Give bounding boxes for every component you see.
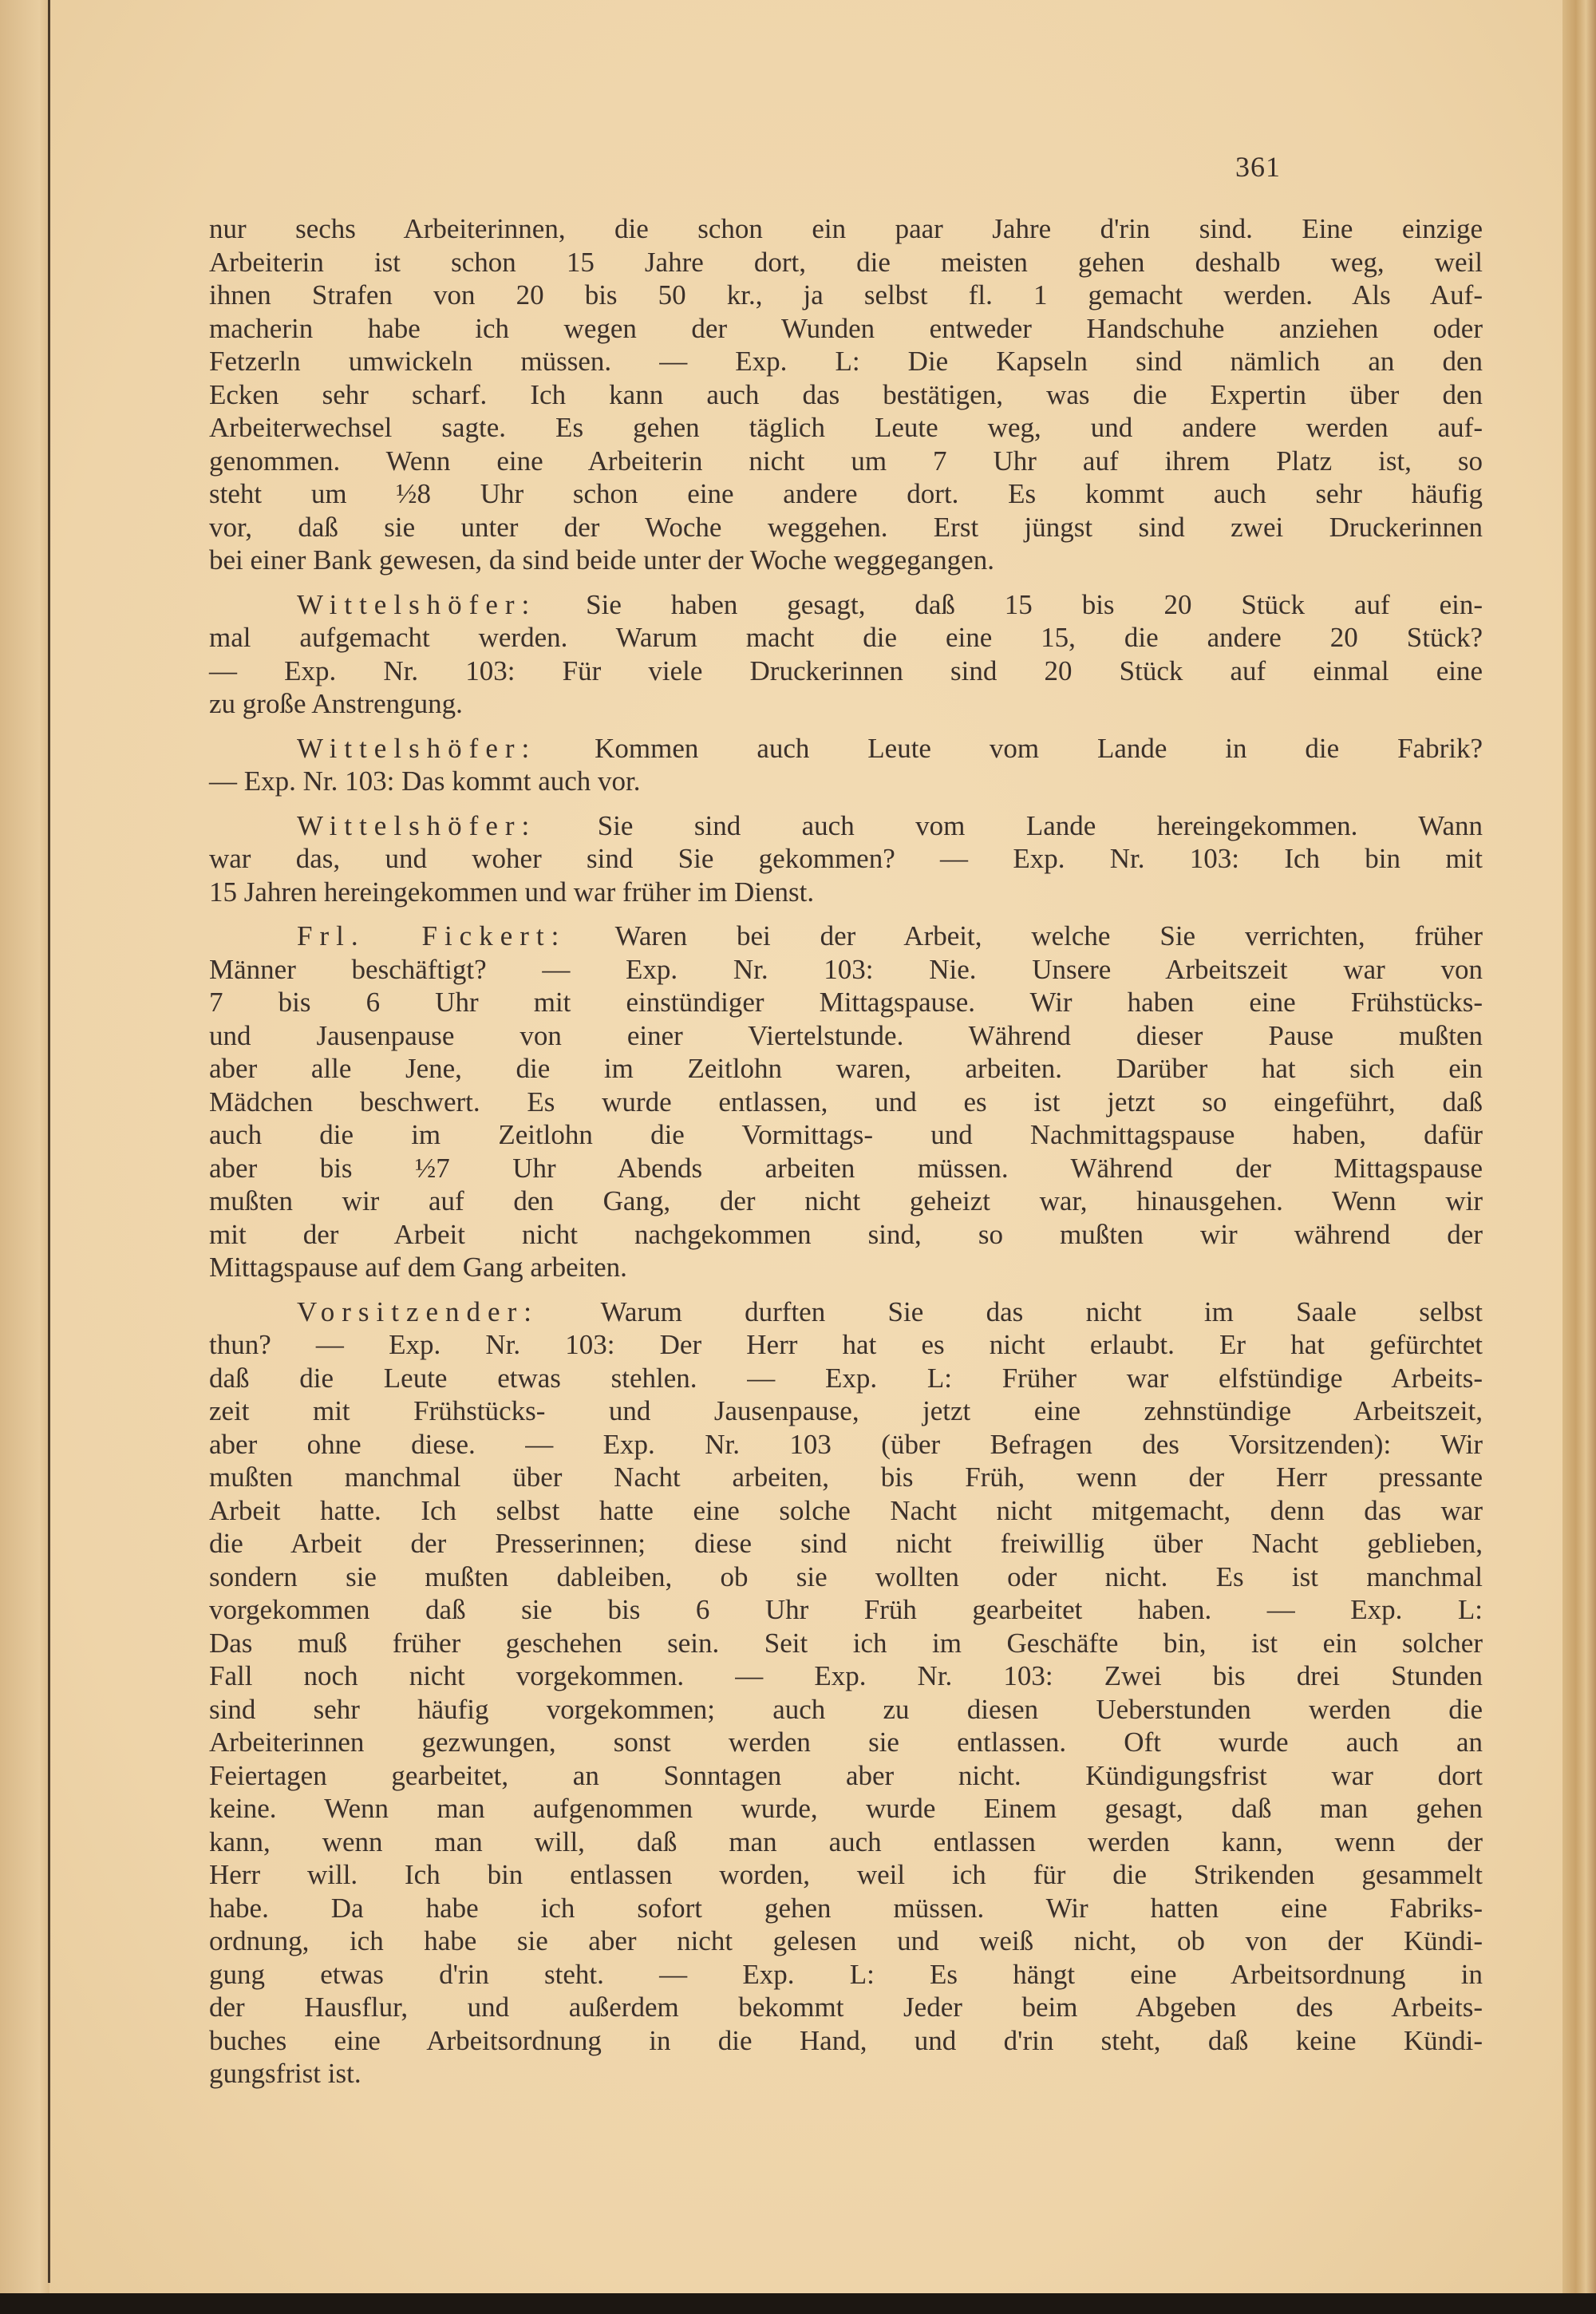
text-line — [209, 1428, 1483, 1462]
text-line — [209, 2024, 1483, 2058]
text-line — [209, 1726, 1483, 1759]
text-line — [209, 621, 1483, 655]
line-text: Männer beschäftigt? — Exp. Nr. 103: Nie. Unsere Arbeitszeit war von — [209, 953, 1483, 985]
line-text: Arbeiterinnen gezwungen, sonst werden sie entlassen. Oft wurde auch an — [209, 1727, 1483, 1758]
text-line — [209, 1218, 1483, 1252]
text-line — [209, 1118, 1483, 1152]
text-line — [209, 1659, 1483, 1693]
line-text: genommen. Wenn eine Arbeiterin nicht um 7 Uhr auf ihrem Platz ist, so — [209, 445, 1483, 477]
text-line — [209, 1593, 1483, 1627]
text-line — [209, 378, 1483, 412]
scan-bottom-edge — [0, 2293, 1596, 2314]
line-text: zeit mit Frühstücks- und Jausenpause, jetzt eine zehnstündige Arbeitszeit, — [209, 1395, 1483, 1426]
line-text: und Jausenpause von einer Viertelstunde. Während dieser Pause mußten — [209, 1019, 1483, 1051]
line-text: daß die Leute etwas stehlen. — Exp. L: Früher war elfstündige Arbeits- — [209, 1362, 1483, 1394]
line-text: aber bis ½7 Uhr Abends arbeiten müssen. Während der Mittagspause — [209, 1152, 1483, 1184]
line-text: ordnung, ich habe sie aber nicht gelesen und weiß nicht, ob von der Kündi- — [209, 1925, 1483, 1956]
text-line — [209, 511, 1483, 544]
text-line — [209, 732, 1483, 765]
line-text: kann, wenn man will, daß man auch entlassen werden kann, wenn der — [209, 1825, 1483, 1857]
speaker-name: Frl. Fickert: — [297, 920, 567, 951]
line-text: vorgekommen daß sie bis 6 Uhr Früh gearbeitet haben. — Exp. L: — [209, 1594, 1483, 1625]
speaker-name: Vorsitzender: — [297, 1295, 539, 1327]
speaker-paragraph — [209, 809, 1483, 909]
line-text: bei einer Bank gewesen, da sind beide unter der Woche weggegangen. — [209, 544, 994, 576]
line-text: macherin habe ich wegen der Wunden entweder Handschuhe anziehen oder — [209, 312, 1483, 344]
text-line — [209, 876, 1483, 909]
line-text: der Hausflur, und außerdem bekommt Jeder beim Abgeben des Arbeits- — [209, 1992, 1483, 2023]
text-line — [209, 212, 1483, 246]
line-text: Sie haben gesagt, daß 15 bis 20 Stück auf ein- — [536, 588, 1483, 620]
line-text: Arbeiterwechsel sagte. Es gehen täglich Leute weg, und andere werden auf- — [209, 412, 1483, 443]
line-text: Sie sind auch vom Lande hereingekommen. Wann — [536, 809, 1483, 841]
text-line — [209, 1527, 1483, 1560]
line-text: Fall noch nicht vorgekommen. — Exp. Nr. 103: Zwei bis drei Stunden — [209, 1660, 1483, 1691]
line-text: vor, daß sie unter der Woche weggehen. Erst jüngst sind zwei Druckerinnen — [209, 511, 1483, 543]
line-text: auch die im Zeitlohn die Vormittags- und Nachmittagspause haben, dafür — [209, 1119, 1483, 1150]
line-text: Fetzerln umwickeln müssen. — Exp. L: Die Kapseln sind nämlich an den — [209, 346, 1483, 377]
text-line — [209, 588, 1483, 622]
line-text: Feiertagen gearbeitet, an Sonntagen aber nicht. Kündigungsfrist war dort — [209, 1759, 1483, 1791]
line-text: mußten wir auf den Gang, der nicht geheizt war, hinausgehen. Wenn wir — [209, 1185, 1483, 1216]
text-line — [209, 1362, 1483, 1395]
line-text: 7 bis 6 Uhr mit einstündiger Mittagspause. Wir haben eine Frühstücks- — [209, 987, 1483, 1018]
text-line — [209, 1152, 1483, 1185]
line-text: Kommen auch Leute vom Lande in die Fabrik? — [536, 732, 1483, 764]
line-text: Warum durften Sie das nicht im Saale selbst — [538, 1295, 1483, 1327]
text-line — [209, 1086, 1483, 1119]
text-line — [209, 1019, 1483, 1053]
line-text: — Exp. Nr. 103: Für viele Druckerinnen sind 20 Stück auf einmal eine — [209, 655, 1483, 686]
text-line — [209, 1494, 1483, 1528]
speaker-paragraph — [209, 1295, 1483, 2091]
text-line — [209, 246, 1483, 279]
line-text: nur sechs Arbeiterinnen, die schon ein paar Jahre d'rin sind. Eine einzige — [209, 213, 1483, 244]
line-text: gung etwas d'rin steht. — Exp. L: Es hängt eine Arbeitsordnung in — [209, 1958, 1483, 1990]
line-text: sondern sie mußten dableiben, ob sie wollten oder nicht. Es ist manchmal — [209, 1560, 1483, 1592]
line-text: war das, und woher sind Sie gekommen? — Exp. Nr. 103: Ich bin mit — [209, 843, 1483, 874]
text-line — [209, 1825, 1483, 1859]
text-line — [209, 1858, 1483, 1892]
line-text: sind sehr häufig vorgekommen; auch zu diesen Ueberstunden werden die — [209, 1693, 1483, 1725]
text-line — [209, 1958, 1483, 1992]
text-line — [209, 1295, 1483, 1329]
text-line — [209, 345, 1483, 378]
line-text: Waren bei der Arbeit, welche Sie verrichten, früher — [566, 920, 1483, 951]
text-line — [209, 445, 1483, 478]
text-line — [209, 1185, 1483, 1218]
line-text: — Exp. Nr. 103: Das kommt auch vor. — [209, 765, 641, 797]
text-line — [209, 477, 1483, 511]
speaker-paragraph — [209, 588, 1483, 721]
text-line — [209, 1627, 1483, 1660]
text-line — [209, 765, 1483, 798]
text-line — [209, 842, 1483, 876]
speaker-name: Wittelshöfer: — [297, 732, 537, 764]
text-line — [209, 1560, 1483, 1594]
text-line — [209, 1693, 1483, 1727]
page-fold-line — [48, 0, 50, 2283]
text-line — [209, 953, 1483, 987]
text-line — [209, 411, 1483, 445]
line-text: steht um ½8 Uhr schon eine andere dort. Es kommt auch sehr häufig — [209, 478, 1483, 509]
page-right-edge — [1562, 0, 1596, 2299]
line-text: die Arbeit der Presserinnen; diese sind nicht freiwillig über Nacht geblieben, — [209, 1528, 1483, 1559]
book-gutter — [0, 0, 49, 2299]
line-text: thun? — Exp. Nr. 103: Der Herr hat es nicht erlaubt. Er hat gefürchtet — [209, 1329, 1483, 1360]
line-text: Mittagspause auf dem Gang arbeiten. — [209, 1252, 627, 1283]
line-text: mit der Arbeit nicht nachgekommen sind, so mußten wir während der — [209, 1218, 1483, 1250]
text-line — [209, 1251, 1483, 1284]
text-line — [209, 809, 1483, 843]
text-line — [209, 1394, 1483, 1428]
line-text: aber alle Jene, die im Zeitlohn waren, arbeiten. Darüber hat sich ein — [209, 1053, 1483, 1084]
text-line — [209, 1991, 1483, 2024]
line-text: Das muß früher geschehen sein. Seit ich im Geschäfte bin, ist ein solcher — [209, 1627, 1483, 1659]
line-text: Herr will. Ich bin entlassen worden, weil ich für die Strikenden gesammelt — [209, 1859, 1483, 1890]
paragraph — [209, 212, 1483, 577]
text-line — [209, 1461, 1483, 1494]
line-text: Arbeiterin ist schon 15 Jahre dort, die meisten gehen deshalb weg, weil — [209, 246, 1483, 278]
speaker-name: Wittelshöfer: — [297, 588, 537, 620]
line-text: Ecken sehr scharf. Ich kann auch das bestätigen, was die Expertin über den — [209, 378, 1483, 410]
text-line — [209, 1924, 1483, 1958]
speaker-paragraph — [209, 920, 1483, 1284]
text-line — [209, 1759, 1483, 1793]
speaker-paragraph — [209, 732, 1483, 798]
body-text — [209, 212, 1483, 2091]
line-text: 15 Jahren hereingekommen und war früher im Dienst. — [209, 876, 815, 908]
text-line — [209, 1892, 1483, 1925]
line-text: aber ohne diese. — Exp. Nr. 103 (über Befragen des Vorsitzenden): Wir — [209, 1428, 1483, 1460]
text-line — [209, 986, 1483, 1019]
text-line — [209, 920, 1483, 953]
speaker-name: Wittelshöfer: — [297, 809, 537, 841]
line-text: buches eine Arbeitsordnung in die Hand, und d'rin steht, daß keine Kündi- — [209, 2024, 1483, 2056]
text-line — [209, 1792, 1483, 1825]
line-text: mußten manchmal über Nacht arbeiten, bis Früh, wenn der Herr pressante — [209, 1462, 1483, 1493]
text-line — [209, 655, 1483, 688]
text-line — [209, 1328, 1483, 1362]
line-text: habe. Da habe ich sofort gehen müssen. Wir hatten eine Fabriks- — [209, 1892, 1483, 1924]
page-number: 361 — [1235, 151, 1281, 183]
text-line — [209, 687, 1483, 721]
text-line — [209, 312, 1483, 346]
line-text: gungsfrist ist. — [209, 2058, 361, 2089]
text-line — [209, 544, 1483, 577]
line-text: Arbeit hatte. Ich selbst hatte eine solche Nacht nicht mitgemacht, denn das war — [209, 1494, 1483, 1526]
line-text: keine. Wenn man aufgenommen wurde, wurde Einem gesagt, daß man gehen — [209, 1793, 1483, 1824]
line-text: mal aufgemacht werden. Warum macht die eine 15, die andere 20 Stück? — [209, 622, 1483, 653]
line-text: ihnen Strafen von 20 bis 50 kr., ja selbst fl. 1 gemacht werden. Als Auf- — [209, 279, 1483, 311]
line-text: Mädchen beschwert. Es wurde entlassen, und es ist jetzt so eingeführt, daß — [209, 1086, 1483, 1117]
text-line — [209, 1052, 1483, 1086]
text-line — [209, 279, 1483, 312]
line-text: zu große Anstrengung. — [209, 688, 463, 719]
text-line — [209, 2057, 1483, 2091]
